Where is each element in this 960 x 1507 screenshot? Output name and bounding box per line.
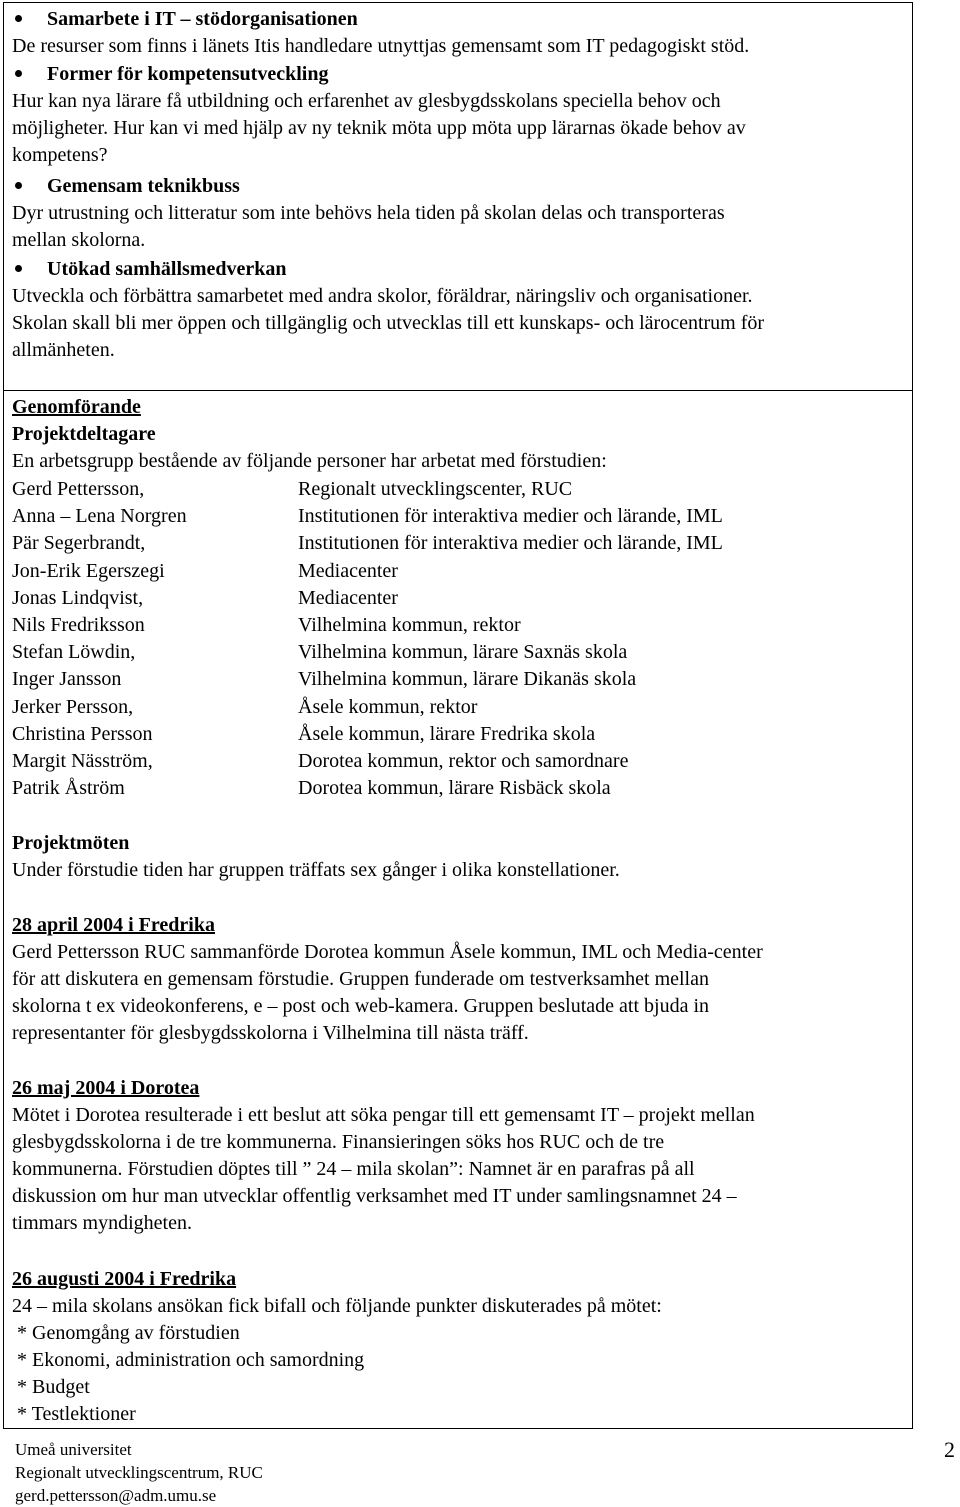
participant-name: Inger Jansson bbox=[12, 668, 122, 690]
footer-email: gerd.pettersson@adm.umu.se bbox=[15, 1486, 217, 1505]
paragraph-line: möjligheter. Hur kan vi med hjälp av ny teknik möta upp möta upp lärarnas ökade behov av bbox=[12, 117, 746, 139]
section-heading: Genomförande bbox=[12, 396, 141, 418]
list-item: * Genomgång av förstudien bbox=[12, 1322, 240, 1344]
meeting-title: 28 april 2004 i Fredrika bbox=[12, 914, 215, 936]
paragraph-line: kompetens? bbox=[12, 144, 108, 166]
meetings-heading: Projektmöten bbox=[12, 832, 130, 854]
bullet-icon bbox=[15, 70, 22, 77]
participant-org: Institutionen för interaktiva medier och lärande, IML bbox=[298, 505, 723, 527]
participant-name: Margit Näsström, bbox=[12, 750, 153, 772]
paragraph-line: glesbygdsskolorna i de tre kommunerna. Finansieringen söks hos RUC och de tre bbox=[12, 1131, 665, 1153]
paragraph-line: representanter för glesbygdsskolorna i Vilhelmina till nästa träff. bbox=[12, 1022, 529, 1044]
participant-name: Jerker Persson, bbox=[12, 696, 134, 718]
bullet-item-heading: Samarbete i IT – stödorganisationen bbox=[12, 6, 358, 33]
participant-org: Åsele kommun, lärare Fredrika skola bbox=[298, 723, 596, 745]
participant-org: Dorotea kommun, rektor och samordnare bbox=[298, 750, 629, 772]
paragraph-line: för att diskutera en gemensam förstudie. Gruppen funderade om testverksamhet mellan bbox=[12, 968, 709, 990]
footer-university: Umeå universitet bbox=[15, 1440, 132, 1459]
paragraph-line: mellan skolorna. bbox=[12, 229, 146, 251]
bullet-icon bbox=[15, 15, 22, 22]
footer-department: Regionalt utvecklingscentrum, RUC bbox=[15, 1463, 263, 1482]
participant-name: Patrik Åström bbox=[12, 777, 125, 799]
paragraph-line: skolorna t ex videokonferens, e – post och web-kamera. Gruppen beslutade att bjuda in bbox=[12, 995, 710, 1017]
bullet-item-heading: Former för kompetensutveckling bbox=[12, 61, 328, 88]
paragraph-line: kommunerna. Förstudien döptes till ” 24 – mila skolan”: Namnet är en parafras på all bbox=[12, 1158, 695, 1180]
list-item: * Testlektioner bbox=[12, 1403, 136, 1425]
participant-org: Dorotea kommun, lärare Risbäck skola bbox=[298, 777, 611, 799]
bullet-item-heading: Gemensam teknikbuss bbox=[12, 173, 240, 200]
paragraph-line: diskussion om hur man utvecklar offentlig verksamhet med IT under samlingsnamnet 24 – bbox=[12, 1185, 737, 1207]
participant-org: Vilhelmina kommun, rektor bbox=[298, 614, 521, 636]
participant-name: Jon-Erik Egerszegi bbox=[12, 560, 165, 582]
paragraph-line: Mötet i Dorotea resulterade i ett beslut att söka pengar till ett gemensamt IT – projekt mellan bbox=[12, 1104, 755, 1126]
paragraph-line: Dyr utrustning och litteratur som inte behövs hela tiden på skolan delas och transporteras bbox=[12, 202, 725, 224]
page-number: 2 bbox=[944, 1437, 955, 1462]
participant-org: Regionalt utvecklingscenter, RUC bbox=[298, 478, 573, 500]
intro-text: En arbetsgrupp bestående av följande personer har arbetat med förstudien: bbox=[12, 450, 607, 472]
participant-org: Institutionen för interaktiva medier och lärande, IML bbox=[298, 532, 723, 554]
participant-name: Gerd Pettersson, bbox=[12, 478, 145, 500]
list-item: * Budget bbox=[12, 1376, 90, 1398]
paragraph-line: De resurser som finns i länets Itis handledare utnyttjas gemensamt som IT pedagogiskt stöd. bbox=[12, 35, 750, 57]
paragraph-line: Gerd Pettersson RUC sammanförde Dorotea kommun Åsele kommun, IML och Media-center bbox=[12, 941, 763, 963]
bullet-icon bbox=[15, 182, 22, 189]
paragraph-line: 24 – mila skolans ansökan fick bifall och följande punkter diskuterades på mötet: bbox=[12, 1295, 662, 1317]
participant-org: Åsele kommun, rektor bbox=[298, 696, 478, 718]
list-item: * Ekonomi, administration och samordning bbox=[12, 1349, 365, 1371]
paragraph-line: allmänheten. bbox=[12, 339, 115, 361]
participant-name: Anna – Lena Norgren bbox=[12, 505, 187, 527]
paragraph-line: timmars myndigheten. bbox=[12, 1212, 192, 1234]
participant-name: Jonas Lindqvist, bbox=[12, 587, 144, 609]
meeting-title: 26 augusti 2004 i Fredrika bbox=[12, 1268, 237, 1290]
subheading: Projektdeltagare bbox=[12, 423, 156, 445]
bullet-icon bbox=[15, 265, 22, 272]
participant-org: Vilhelmina kommun, lärare Saxnäs skola bbox=[298, 641, 628, 663]
participant-org: Mediacenter bbox=[298, 560, 398, 582]
participant-org: Mediacenter bbox=[298, 587, 398, 609]
meeting-title: 26 maj 2004 i Dorotea bbox=[12, 1077, 200, 1099]
paragraph-line: Utveckla och förbättra samarbetet med andra skolor, föräldrar, näringsliv och organisationer. bbox=[12, 285, 753, 307]
bullet-item-heading: Utökad samhällsmedverkan bbox=[12, 256, 286, 283]
participant-org: Vilhelmina kommun, lärare Dikanäs skola bbox=[298, 668, 637, 690]
participant-name: Stefan Löwdin, bbox=[12, 641, 136, 663]
participant-name: Nils Fredriksson bbox=[12, 614, 145, 636]
meetings-intro: Under förstudie tiden har gruppen träffats sex gånger i olika konstellationer. bbox=[12, 859, 620, 881]
paragraph-line: Hur kan nya lärare få utbildning och erfarenhet av glesbygdsskolans speciella behov och bbox=[12, 90, 721, 112]
participant-name: Pär Segerbrandt, bbox=[12, 532, 146, 554]
participant-name: Christina Persson bbox=[12, 723, 153, 745]
paragraph-line: Skolan skall bli mer öppen och tillgänglig och utvecklas till ett kunskaps- och lärocentrum för bbox=[12, 312, 765, 334]
